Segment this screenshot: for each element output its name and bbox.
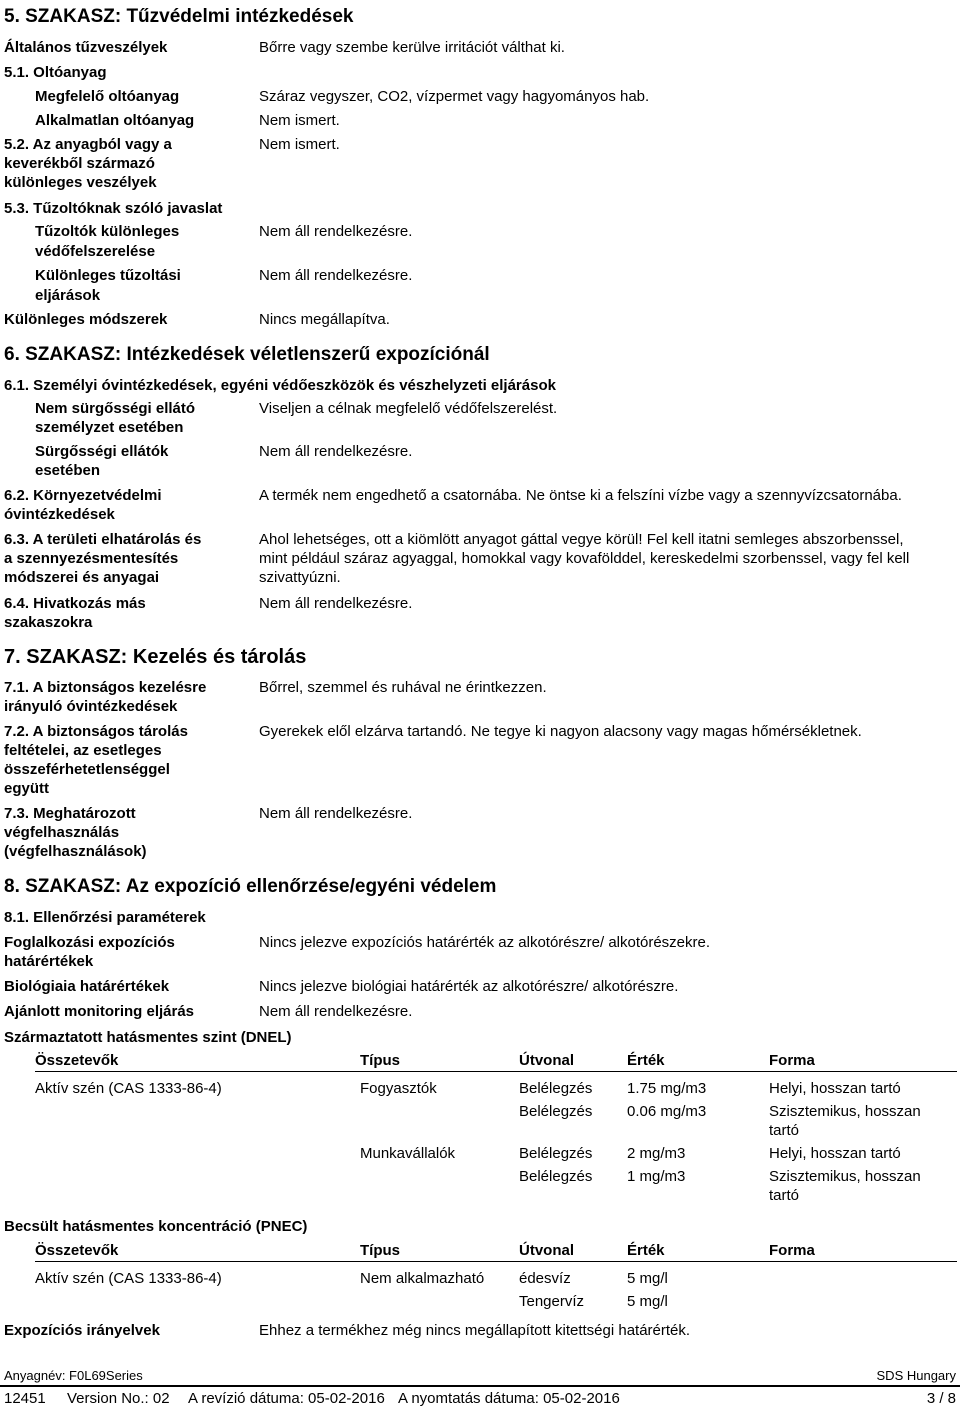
- ff-equipment-label-line2: védőfelszerelése: [35, 243, 156, 260]
- dnel-cell-type: Munkavállalók: [360, 1145, 456, 1162]
- s62-title-line2: óvintézkedések: [4, 506, 115, 523]
- s71-value: Bőrrel, szemmel és ruhával ne érintkezzen.: [259, 679, 547, 696]
- s73-value: Nem áll rendelkezésre.: [259, 805, 413, 822]
- dnel-cell-value: 0.06 mg/m3: [627, 1103, 707, 1120]
- special-methods-value: Nincs megállapítva.: [259, 311, 390, 328]
- s52-value: Nem ismert.: [259, 136, 340, 153]
- s64-title-line1: 6.4. Hivatkozás más: [4, 595, 146, 612]
- dnel-cell-value: 2 mg/m3: [627, 1145, 686, 1162]
- dnel-cell-route: Belélegzés: [519, 1168, 593, 1185]
- dnel-header-form: Forma: [769, 1052, 815, 1069]
- dnel-cell-component: Aktív szén (CAS 1333-86-4): [35, 1080, 222, 1097]
- pnec-title: Becsült hatásmentes koncentráció (PNEC): [4, 1218, 308, 1235]
- s73-title-line2: végfelhasználás: [4, 824, 120, 841]
- s72-title-line2: feltételei, az esetleges: [4, 742, 162, 759]
- oel-label-line1: Foglalkozási expozíciós: [4, 934, 175, 951]
- non-emergency-value: Viseljen a célnak megfelelő védőfelszerelést.: [259, 400, 558, 417]
- pnec-cell-component: Aktív szén (CAS 1333-86-4): [35, 1270, 222, 1287]
- pnec-header-form: Forma: [769, 1242, 815, 1259]
- footer-revision-date: A revízió dátuma: 05-02-2016: [188, 1390, 385, 1407]
- dnel-cell-form: Szisztemikus, hosszan: [769, 1168, 921, 1185]
- dnel-cell-form: Szisztemikus, hosszan: [769, 1103, 921, 1120]
- non-emergency-label-line2: személyzet esetében: [35, 419, 184, 436]
- s72-title-line4: együtt: [4, 780, 49, 797]
- s71-title-line2: irányuló óvintézkedések: [4, 698, 178, 715]
- ff-procedures-label-line1: Különleges tűzoltási: [35, 267, 181, 284]
- s62-value: A termék nem engedhető a csatornába. Ne öntse ki a felszíni vízbe vagy a szennyvízcsatornába.: [259, 487, 902, 504]
- dnel-cell-form-line2: tartó: [769, 1187, 800, 1204]
- s81-title: 8.1. Ellenőrzési paraméterek: [4, 909, 206, 926]
- general-hazards-label: Általános tűzveszélyek: [4, 39, 168, 56]
- dnel-cell-form-line2: tartó: [769, 1122, 800, 1139]
- monitoring-label: Ajánlott monitoring eljárás: [4, 1003, 195, 1020]
- dnel-cell-form: Helyi, hosszan tartó: [769, 1145, 901, 1162]
- s63-value-line1: Ahol lehetséges, ott a kiömlött anyagot gáttal vegye körül! Fel kell itatni semleges abszorbenssel,: [259, 531, 904, 548]
- s63-value-line2: mint például száraz agyaggal, homokkal vagy kovafölddel, kereskedelmi szorbenssel, vagy fel kell: [259, 550, 910, 567]
- dnel-title: Származtatott hatásmentes szint (DNEL): [4, 1029, 292, 1046]
- s52-title-line2: keverékből származó: [4, 155, 155, 172]
- section-6-heading: 6. SZAKASZ: Intézkedések véletlenszerű expozíciónál: [4, 344, 490, 365]
- footer-page-number: 3 / 8: [926, 1390, 956, 1407]
- s61-title: 6.1. Személyi óvintézkedések, egyéni védőeszközök és vészhelyzeti eljárások: [4, 377, 556, 394]
- dnel-cell-value: 1.75 mg/m3: [627, 1080, 707, 1097]
- exposure-guidelines-label: Expozíciós irányelvek: [4, 1322, 160, 1339]
- bio-limits-label: Biológiaia határértékek: [4, 978, 170, 995]
- dnel-cell-type: Fogyasztók: [360, 1080, 437, 1097]
- dnel-cell-value: 1 mg/m3: [627, 1168, 686, 1185]
- ff-equipment-value: Nem áll rendelkezésre.: [259, 223, 413, 240]
- dnel-header-component: Összetevők: [35, 1052, 119, 1069]
- dnel-cell-route: Belélegzés: [519, 1145, 593, 1162]
- dnel-header-route: Útvonal: [519, 1052, 575, 1069]
- footer-product: Anyagnév: F0L69Series: [4, 1368, 143, 1383]
- s52-title-line1: 5.2. Az anyagból vagy a: [4, 136, 172, 153]
- non-emergency-label-line1: Nem sürgősségi ellátó: [35, 400, 196, 417]
- s72-value: Gyerekek elől elzárva tartandó. Ne tegye ki nagyon alacsony vagy magas hőmérsékletnek.: [259, 723, 862, 740]
- ff-procedures-value: Nem áll rendelkezésre.: [259, 267, 413, 284]
- s73-title-line1: 7.3. Meghatározott: [4, 805, 136, 822]
- dnel-cell-route: Belélegzés: [519, 1080, 593, 1097]
- s63-title-line3: módszerei és anyagai: [4, 569, 160, 586]
- monitoring-value: Nem áll rendelkezésre.: [259, 1003, 413, 1020]
- s51-title: 5.1. Oltóanyag: [4, 64, 107, 81]
- pnec-header-route: Útvonal: [519, 1242, 575, 1259]
- ff-procedures-label-line2: eljárások: [35, 287, 101, 304]
- footer-sds: SDS Hungary: [876, 1368, 956, 1383]
- s64-value: Nem áll rendelkezésre.: [259, 595, 413, 612]
- s63-title-line2: a szennyezésmentesítés: [4, 550, 179, 567]
- pnec-header-type: Típus: [360, 1242, 400, 1259]
- footer-version: Version No.: 02: [67, 1390, 170, 1407]
- s63-value-line3: szivattyúzni.: [259, 569, 341, 586]
- general-hazards-value: Bőrre vagy szembe kerülve irritációt válthat ki.: [259, 39, 565, 56]
- footer-print-date: A nyomtatás dátuma: 05-02-2016: [398, 1390, 620, 1407]
- dnel-cell-route: Belélegzés: [519, 1103, 593, 1120]
- s53-title: 5.3. Tűzoltóknak szóló javaslat: [4, 200, 223, 217]
- emergency-label-line1: Sürgősségi ellátók: [35, 443, 169, 460]
- s72-title-line1: 7.2. A biztonságos tárolás: [4, 723, 188, 740]
- bio-limits-value: Nincs jelezve biológiai határérték az alkotórészre/ alkotórészre.: [259, 978, 679, 995]
- unsuitable-media-label: Alkalmatlan oltóanyag: [35, 112, 195, 129]
- s63-title-line1: 6.3. A területi elhatárolás és: [4, 531, 202, 548]
- s52-title-line3: különleges veszélyek: [4, 174, 157, 191]
- pnec-cell-value: 5 mg/l: [627, 1293, 668, 1310]
- dnel-header-value: Érték: [627, 1052, 665, 1069]
- section-8-heading: 8. SZAKASZ: Az expozíció ellenőrzése/egyéni védelem: [4, 876, 497, 897]
- ff-equipment-label-line1: Tűzoltók különleges: [35, 223, 180, 240]
- s71-title-line1: 7.1. A biztonságos kezelésre: [4, 679, 207, 696]
- emergency-label-line2: esetében: [35, 462, 101, 479]
- section-7-heading: 7. SZAKASZ: Kezelés és tárolás: [4, 646, 307, 668]
- suitable-media-label: Megfelelő oltóanyag: [35, 88, 180, 105]
- dnel-cell-form: Helyi, hosszan tartó: [769, 1080, 901, 1097]
- dnel-header-type: Típus: [360, 1052, 400, 1069]
- s64-title-line2: szakaszokra: [4, 614, 93, 631]
- oel-label-line2: határértékek: [4, 953, 94, 970]
- s62-title-line1: 6.2. Környezetvédelmi: [4, 487, 162, 504]
- dnel-header-rule: [35, 1071, 957, 1072]
- pnec-cell-route: Tengervíz: [519, 1293, 585, 1310]
- oel-value: Nincs jelezve expozíciós határérték az alkotórészre/ alkotórészekre.: [259, 934, 711, 951]
- pnec-header-component: Összetevők: [35, 1242, 119, 1259]
- emergency-value: Nem áll rendelkezésre.: [259, 443, 413, 460]
- special-methods-label: Különleges módszerek: [4, 311, 168, 328]
- pnec-cell-route: édesvíz: [519, 1270, 571, 1287]
- unsuitable-media-value: Nem ismert.: [259, 112, 340, 129]
- pnec-header-rule: [35, 1261, 957, 1262]
- section-5-heading: 5. SZAKASZ: Tűzvédelmi intézkedések: [4, 6, 354, 27]
- footer-doc-number: 12451: [4, 1390, 46, 1407]
- pnec-cell-value: 5 mg/l: [627, 1270, 668, 1287]
- s73-title-line3: (végfelhasználások): [4, 843, 147, 860]
- s72-title-line3: összeférhetetlenséggel: [4, 761, 170, 778]
- exposure-guidelines-value: Ehhez a termékhez még nincs megállapított kitettségi határérték.: [259, 1322, 691, 1339]
- pnec-header-value: Érték: [627, 1242, 665, 1259]
- footer-rule: [0, 1385, 960, 1387]
- suitable-media-value: Száraz vegyszer, CO2, vízpermet vagy hagyományos hab.: [259, 88, 650, 105]
- pnec-cell-type: Nem alkalmazható: [360, 1270, 485, 1287]
